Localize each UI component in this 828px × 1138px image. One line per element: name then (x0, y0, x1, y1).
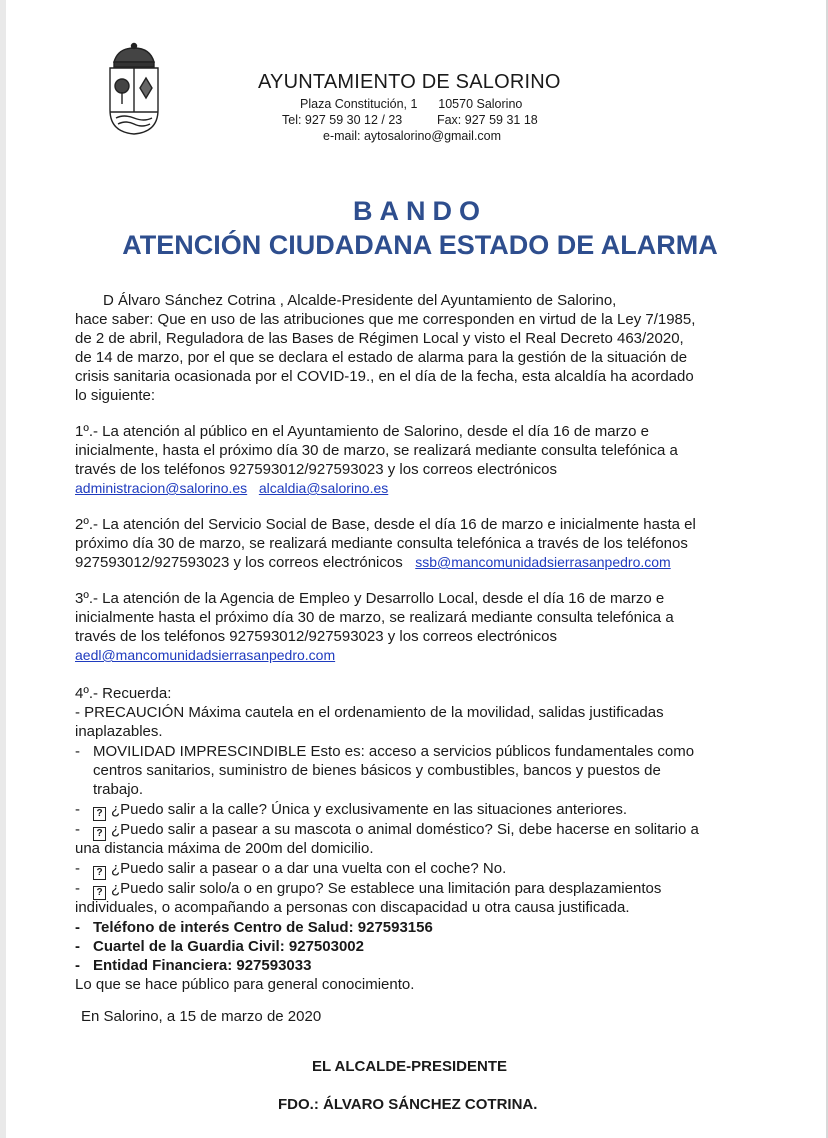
intro-line: de 2 de abril, Reguladora de las Bases de Régimen Local y visto el Real Decreto 463/2020, (75, 330, 684, 347)
header-email: e-mail: aytosalorino@gmail.com (323, 129, 502, 143)
admin-email-link[interactable]: administracion@salorino.es (75, 480, 248, 496)
intro-line: hace saber: Que en uso de las atribuciones que me corresponden en virtud de la Ley 7/1985, (75, 311, 696, 328)
question-box-icon: ? (93, 807, 106, 821)
paragraph-1-line: 1º.- La atención al público en el Ayuntamiento de Salorino, desde el día 16 de marzo e (75, 423, 649, 440)
bullet-line: ? ¿Puedo salir a pasear o a dar una vuelta con el coche? No. (93, 859, 506, 880)
precaution-line: inaplazables. (75, 723, 163, 740)
intro-line: de 14 de marzo, por el que se declara el estado de alarma para la gestión de la situación de (75, 349, 688, 366)
bullet-line: ? ¿Puedo salir a pasear a su mascota o animal doméstico? Si, debe hacerse en solitario a (93, 820, 699, 841)
paragraph-2-line (75, 553, 671, 572)
document-title: BANDO (353, 196, 487, 226)
header-phones: Tel: 927 59 30 12 / 23 Fax: 927 59 31 18 (282, 113, 538, 127)
header-address: Plaza Constitución, 1 10570 Salorino (300, 97, 523, 111)
paragraph-3-line: inicialmente hasta el próximo día 30 de marzo, se realizará mediante consulta telefónica a (75, 609, 674, 626)
bullet-dash: - (75, 957, 80, 974)
bullet-dash: - (75, 938, 80, 955)
social-services-email-link[interactable]: ssb@mancomunidadsierrasanpedro.com (415, 554, 671, 570)
bullet-line: trabajo. (93, 781, 144, 798)
civil-guard-phone: Cuartel de la Guardia Civil: 927503002 (93, 938, 364, 955)
intro-line: D Álvaro Sánchez Cotrina , Alcalde-Presidente del Ayuntamiento de Salorino, (103, 292, 617, 309)
place-date: En Salorino, a 15 de marzo de 2020 (81, 1008, 322, 1025)
question-box-icon: ? (93, 866, 106, 880)
bullet-line: ? ¿Puedo salir solo/a o en grupo? Se establece una limitación para desplazamientos (93, 879, 661, 900)
question-box-icon: ? (93, 886, 106, 900)
coat-of-arms-icon (106, 42, 162, 136)
paragraph-3-email (75, 646, 335, 665)
paragraph-3-line: 3º.- La atención de la Agencia de Empleo y Desarrollo Local, desde el día 16 de marzo e (75, 590, 665, 607)
bullet-line: una distancia máxima de 200m del domicilio. (75, 840, 374, 857)
employment-agency-email-link[interactable]: aedl@mancomunidadsierrasanpedro.com (75, 647, 336, 663)
paragraph-4-heading: 4º.- Recuerda: (75, 685, 172, 702)
mayor-email-link[interactable]: alcaldia@salorino.es (258, 480, 389, 496)
paragraph-2-line: 2º.- La atención del Servicio Social de Base, desde el día 16 de marzo e inicialmente hasta el (75, 516, 696, 533)
paragraph-1-line: inicialmente, hasta el próximo día 30 de marzo, se realizará mediante consulta telefónica a (75, 442, 678, 459)
bullet-dash: - (75, 880, 80, 897)
closing-line: Lo que se hace público para general conocimiento. (75, 976, 415, 993)
organization-name: AYUNTAMIENTO DE SALORINO (258, 71, 561, 93)
paragraph-2-text: 927593012/927593023 y los correos electrónicos (75, 554, 403, 571)
signature-name: FDO.: ÁLVARO SÁNCHEZ COTRINA. (278, 1096, 538, 1113)
bullet-line: MOVILIDAD IMPRESCINDIBLE Esto es: acceso a servicios públicos fundamentales como (93, 743, 695, 760)
bullet-line: ? ¿Puedo salir a la calle? Única y exclusivamente en las situaciones anteriores. (93, 800, 627, 821)
document-subtitle: ATENCIÓN CIUDADANA ESTADO DE ALARMA (122, 230, 718, 260)
bullet-line: individuales, o acompañando a personas con discapacidad u otra causa justificada. (75, 899, 630, 916)
precaution-line: - PRECAUCIÓN Máxima cautela en el ordenamiento de la movilidad, salidas justificadas (75, 704, 664, 721)
bullet-dash: - (75, 860, 80, 877)
bullet-dash: - (75, 821, 80, 838)
health-center-phone: Teléfono de interés Centro de Salud: 927593156 (93, 919, 433, 936)
bullet-dash: - (75, 743, 80, 760)
bank-phone: Entidad Financiera: 927593033 (93, 957, 312, 974)
signature-role: EL ALCALDE-PRESIDENTE (312, 1058, 508, 1075)
paragraph-1-emails (75, 479, 388, 498)
bullet-line: centros sanitarios, suministro de bienes básicos y combustibles, bancos y puestos de (93, 762, 661, 779)
page-left-edge (0, 0, 6, 1138)
intro-line: lo siguiente: (75, 387, 156, 404)
paragraph-3-line: través de los teléfonos 927593012/927593023 y los correos electrónicos (75, 628, 557, 645)
question-box-icon: ? (93, 827, 106, 841)
bullet-dash: - (75, 801, 80, 818)
bullet-dash: - (75, 919, 80, 936)
paragraph-1-line: través de los teléfonos 927593012/927593023 y los correos electrónicos (75, 461, 557, 478)
intro-line: crisis sanitaria ocasionada por el COVID-19., en el día de la fecha, esta alcaldía ha acordado (75, 368, 694, 385)
paragraph-2-line: próximo día 30 de marzo, se realizará mediante consulta telefónica a través de los teléfonos (75, 535, 688, 552)
